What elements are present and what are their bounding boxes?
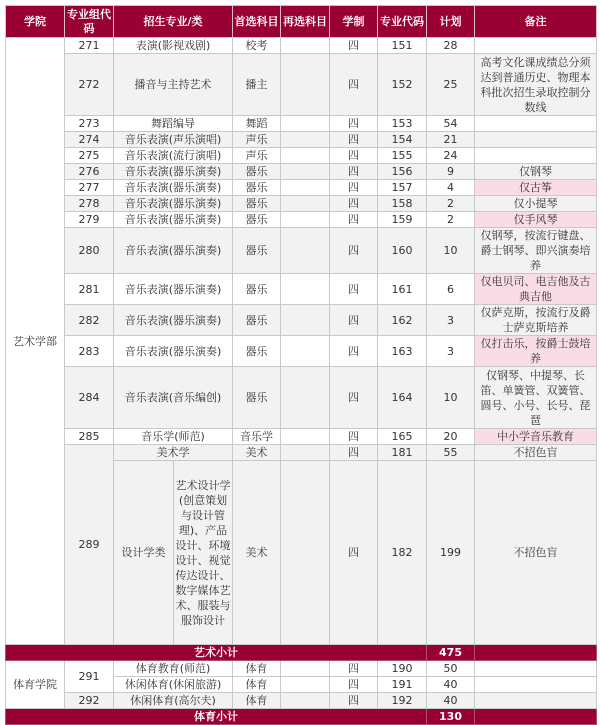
duration: 四 xyxy=(330,274,378,305)
plan: 40 xyxy=(427,693,475,709)
note xyxy=(475,38,597,54)
duration: 四 xyxy=(330,693,378,709)
header-major: 招生专业/类 xyxy=(114,6,233,38)
major: 音乐表演(器乐演奏) xyxy=(114,274,233,305)
group-code: 285 xyxy=(65,429,114,445)
note xyxy=(475,116,597,132)
major-code: 161 xyxy=(378,274,427,305)
duration: 四 xyxy=(330,116,378,132)
group-code: 275 xyxy=(65,148,114,164)
major-code: 191 xyxy=(378,677,427,693)
second-subject xyxy=(281,164,330,180)
duration: 四 xyxy=(330,132,378,148)
first-subject: 播主 xyxy=(233,54,281,116)
plan: 55 xyxy=(427,445,475,461)
major: 音乐表演(器乐演奏) xyxy=(114,212,233,228)
major: 音乐表演(声乐演唱) xyxy=(114,132,233,148)
note xyxy=(475,677,597,693)
duration: 四 xyxy=(330,445,378,461)
major: 音乐表演(器乐演奏) xyxy=(114,164,233,180)
plan: 199 xyxy=(427,461,475,645)
duration: 四 xyxy=(330,336,378,367)
major-code: 162 xyxy=(378,305,427,336)
table-row xyxy=(6,164,597,180)
plan: 9 xyxy=(427,164,475,180)
admission-plan-table-container xyxy=(5,5,597,725)
major: 休闲体育(高尔夫) xyxy=(114,693,233,709)
major-code: 159 xyxy=(378,212,427,228)
duration: 四 xyxy=(330,212,378,228)
major-code: 153 xyxy=(378,116,427,132)
table-row xyxy=(6,274,597,305)
second-subject xyxy=(281,445,330,461)
major: 休闲体育(休闲旅游) xyxy=(114,677,233,693)
group-code: 279 xyxy=(65,212,114,228)
second-subject xyxy=(281,180,330,196)
major: 体育教育(师范) xyxy=(114,661,233,677)
table-row xyxy=(6,336,597,367)
group-code: 276 xyxy=(65,164,114,180)
group-code: 284 xyxy=(65,367,114,429)
subtotal-value: 130 xyxy=(427,709,475,725)
duration: 四 xyxy=(330,429,378,445)
group-code: 282 xyxy=(65,305,114,336)
major-code: 182 xyxy=(378,461,427,645)
major-code: 181 xyxy=(378,445,427,461)
header-group-code: 专业组代码 xyxy=(65,6,114,38)
second-subject xyxy=(281,38,330,54)
table-row xyxy=(6,132,597,148)
plan: 2 xyxy=(427,196,475,212)
note: 仅钢琴、中提琴、长笛、单簧管、双簧管、圆号、小号、长号、琵琶 xyxy=(475,367,597,429)
note: 高考文化课成绩总分须达到普通历史、物理本科批次招生录取控制分数线 xyxy=(475,54,597,116)
table-row xyxy=(6,196,597,212)
note: 中小学音乐教育 xyxy=(475,429,597,445)
header-second-subject: 再选科目 xyxy=(281,6,330,38)
duration: 四 xyxy=(330,54,378,116)
note: 仅电贝司、电吉他及古典吉他 xyxy=(475,274,597,305)
header-note: 备注 xyxy=(475,6,597,38)
subtotal-label: 体育小计 xyxy=(6,709,427,725)
major-code: 155 xyxy=(378,148,427,164)
first-subject: 器乐 xyxy=(233,367,281,429)
subtotal-note xyxy=(475,709,597,725)
first-subject: 美术 xyxy=(233,445,281,461)
major: 艺术设计学(创意策划与设计管理)、产品设计、环境设计、视觉传达设计、数字媒体艺术、服装与服饰设计 xyxy=(174,461,233,645)
header-plan: 计划 xyxy=(427,6,475,38)
plan: 50 xyxy=(427,661,475,677)
major: 音乐表演(流行演唱) xyxy=(114,148,233,164)
note: 不招色盲 xyxy=(475,461,597,645)
group-code: 272 xyxy=(65,54,114,116)
second-subject xyxy=(281,305,330,336)
major: 表演(影视戏剧) xyxy=(114,38,233,54)
first-subject: 校考 xyxy=(233,38,281,54)
second-subject xyxy=(281,228,330,274)
first-subject: 器乐 xyxy=(233,164,281,180)
first-subject: 体育 xyxy=(233,677,281,693)
first-subject: 器乐 xyxy=(233,305,281,336)
major: 音乐表演(器乐演奏) xyxy=(114,305,233,336)
plan: 25 xyxy=(427,54,475,116)
first-subject: 器乐 xyxy=(233,180,281,196)
group-code: 278 xyxy=(65,196,114,212)
first-subject: 器乐 xyxy=(233,212,281,228)
duration: 四 xyxy=(330,677,378,693)
duration: 四 xyxy=(330,196,378,212)
duration: 四 xyxy=(330,661,378,677)
second-subject xyxy=(281,693,330,709)
table-row xyxy=(6,661,597,677)
college-pe: 体育学院 xyxy=(6,661,65,709)
group-code: 271 xyxy=(65,38,114,54)
plan: 54 xyxy=(427,116,475,132)
note xyxy=(475,661,597,677)
major-code: 190 xyxy=(378,661,427,677)
major: 音乐表演(器乐演奏) xyxy=(114,196,233,212)
major: 音乐表演(器乐演奏) xyxy=(114,180,233,196)
note: 仅打击乐，按爵士鼓培养 xyxy=(475,336,597,367)
major-code: 165 xyxy=(378,429,427,445)
plan: 24 xyxy=(427,148,475,164)
note: 仅古筝 xyxy=(475,180,597,196)
note: 仅钢琴 xyxy=(475,164,597,180)
group-code: 292 xyxy=(65,693,114,709)
major: 音乐表演(器乐演奏) xyxy=(114,336,233,367)
college-art: 艺术学部 xyxy=(6,38,65,645)
second-subject xyxy=(281,367,330,429)
second-subject xyxy=(281,429,330,445)
duration: 四 xyxy=(330,305,378,336)
second-subject xyxy=(281,132,330,148)
plan: 2 xyxy=(427,212,475,228)
subtotal-value: 475 xyxy=(427,645,475,661)
table-row xyxy=(6,38,597,54)
first-subject: 器乐 xyxy=(233,274,281,305)
plan: 21 xyxy=(427,132,475,148)
plan: 10 xyxy=(427,367,475,429)
major-code: 163 xyxy=(378,336,427,367)
duration: 四 xyxy=(330,461,378,645)
first-subject: 器乐 xyxy=(233,228,281,274)
duration: 四 xyxy=(330,38,378,54)
header-duration: 学制 xyxy=(330,6,378,38)
table-row xyxy=(6,180,597,196)
first-subject: 舞蹈 xyxy=(233,116,281,132)
note: 仅小提琴 xyxy=(475,196,597,212)
first-subject: 器乐 xyxy=(233,336,281,367)
group-code: 274 xyxy=(65,132,114,148)
major-code: 192 xyxy=(378,693,427,709)
table-row xyxy=(6,429,597,445)
table-row xyxy=(6,305,597,336)
plan: 3 xyxy=(427,305,475,336)
first-subject: 声乐 xyxy=(233,148,281,164)
plan: 10 xyxy=(427,228,475,274)
first-subject: 声乐 xyxy=(233,132,281,148)
group-code: 281 xyxy=(65,274,114,305)
table-row xyxy=(6,212,597,228)
table-row xyxy=(6,116,597,132)
header-major-code: 专业代码 xyxy=(378,6,427,38)
major: 播音与主持艺术 xyxy=(114,54,233,116)
plan: 40 xyxy=(427,677,475,693)
group-code: 291 xyxy=(65,661,114,693)
second-subject xyxy=(281,196,330,212)
group-code: 273 xyxy=(65,116,114,132)
major-code: 160 xyxy=(378,228,427,274)
first-subject: 体育 xyxy=(233,661,281,677)
art-subtotal-row xyxy=(6,645,597,661)
first-subject: 音乐学 xyxy=(233,429,281,445)
header-college: 学院 xyxy=(6,6,65,38)
table-row xyxy=(6,228,597,274)
duration: 四 xyxy=(330,367,378,429)
admission-plan-table xyxy=(5,5,597,725)
second-subject xyxy=(281,148,330,164)
major: 美术学 xyxy=(114,445,233,461)
note xyxy=(475,693,597,709)
first-subject: 美术 xyxy=(233,461,281,645)
major: 音乐表演(器乐演奏) xyxy=(114,228,233,274)
second-subject xyxy=(281,461,330,645)
second-subject xyxy=(281,677,330,693)
major-category: 设计学类 xyxy=(114,461,174,645)
duration: 四 xyxy=(330,180,378,196)
table-row xyxy=(6,445,597,461)
major-code: 157 xyxy=(378,180,427,196)
table-row xyxy=(6,148,597,164)
second-subject xyxy=(281,54,330,116)
group-code: 280 xyxy=(65,228,114,274)
pe-subtotal-row xyxy=(6,709,597,725)
group-code: 283 xyxy=(65,336,114,367)
group-code: 289 xyxy=(65,445,114,645)
major-code: 164 xyxy=(378,367,427,429)
subtotal-label: 艺术小计 xyxy=(6,645,427,661)
duration: 四 xyxy=(330,164,378,180)
second-subject xyxy=(281,336,330,367)
note xyxy=(475,132,597,148)
table-row xyxy=(6,54,597,116)
subtotal-note xyxy=(475,645,597,661)
second-subject xyxy=(281,661,330,677)
table-header-row xyxy=(6,6,597,38)
note xyxy=(475,148,597,164)
first-subject: 器乐 xyxy=(233,196,281,212)
major: 音乐表演(音乐编创) xyxy=(114,367,233,429)
major-code: 151 xyxy=(378,38,427,54)
plan: 3 xyxy=(427,336,475,367)
major-code: 158 xyxy=(378,196,427,212)
note: 不招色盲 xyxy=(475,445,597,461)
second-subject xyxy=(281,116,330,132)
plan: 28 xyxy=(427,38,475,54)
header-first-subject: 首选科目 xyxy=(233,6,281,38)
note: 仅钢琴，按流行键盘、爵士钢琴、即兴演奏培养 xyxy=(475,228,597,274)
duration: 四 xyxy=(330,148,378,164)
plan: 20 xyxy=(427,429,475,445)
table-row xyxy=(6,693,597,709)
second-subject xyxy=(281,212,330,228)
second-subject xyxy=(281,274,330,305)
first-subject: 体育 xyxy=(233,693,281,709)
major-code: 154 xyxy=(378,132,427,148)
note: 仅手风琴 xyxy=(475,212,597,228)
duration: 四 xyxy=(330,228,378,274)
table-row xyxy=(6,367,597,429)
major: 舞蹈编导 xyxy=(114,116,233,132)
group-code: 277 xyxy=(65,180,114,196)
major-code: 152 xyxy=(378,54,427,116)
major-code: 156 xyxy=(378,164,427,180)
plan: 4 xyxy=(427,180,475,196)
major: 音乐学(师范) xyxy=(114,429,233,445)
plan: 6 xyxy=(427,274,475,305)
note: 仅萨克斯，按流行及爵士萨克斯培养 xyxy=(475,305,597,336)
